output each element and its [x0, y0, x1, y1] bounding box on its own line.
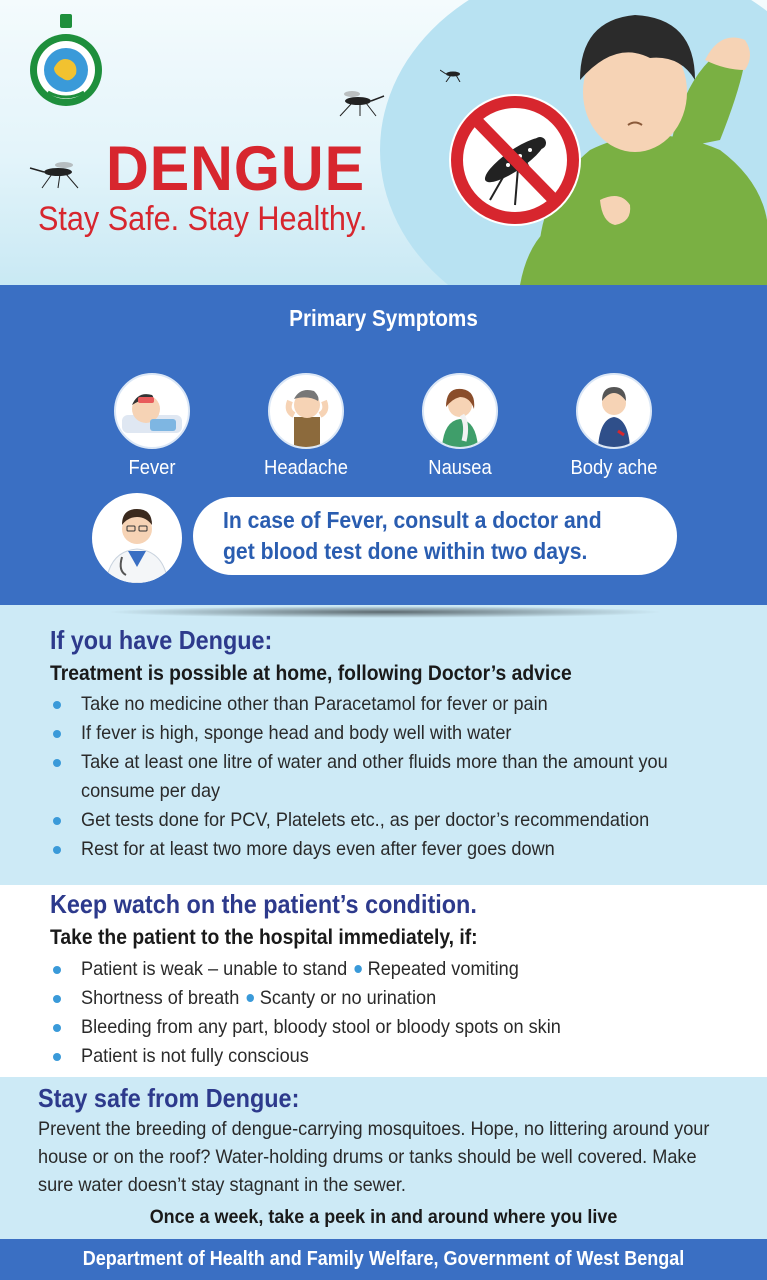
- bullet-icon: [53, 759, 61, 767]
- doctor-icon: [92, 493, 182, 583]
- mosquito-icon: [330, 88, 386, 118]
- stay-safe-section: [0, 1077, 767, 1239]
- symptom-label: Headache: [264, 457, 348, 479]
- symptom-body-ache: [539, 373, 689, 480]
- band-shadow: [105, 606, 665, 618]
- bullet-icon: [53, 817, 61, 825]
- bullet-icon: [355, 965, 362, 973]
- list-item: Take at least one litre of water and other fluids more than the amount you: [50, 748, 712, 777]
- list-item: Take no medicine other than Paracetamol for fever or pain: [50, 690, 712, 719]
- symptom-label: Nausea: [428, 457, 492, 479]
- advice-line: In case of Fever, consult a doctor and: [223, 507, 602, 533]
- list-item-continuation: consume per day: [81, 780, 221, 802]
- bullet-icon: [247, 994, 254, 1002]
- footer-band: [0, 1239, 767, 1280]
- symptom-nausea: [385, 373, 535, 480]
- symptom-fever: [77, 373, 227, 480]
- no-mosquito-person-illustration: [420, 0, 767, 285]
- section-subheading: Take the patient to the hospital immediately, if:: [50, 926, 478, 949]
- mosquito-icon: [28, 158, 88, 190]
- list-item: Shortness of breath Scanty or no urination: [50, 984, 597, 1013]
- prevention-paragraph: [38, 1115, 758, 1199]
- list-item: Bleeding from any part, bloody stool or bloody spots on skin: [50, 1013, 597, 1042]
- bullet-icon: [53, 730, 61, 738]
- page-subtitle: Stay Safe. Stay Healthy.: [38, 200, 368, 238]
- symptoms-band: [0, 285, 767, 605]
- list-item: Get tests done for PCV, Platelets etc., as per doctor’s recommendation: [50, 806, 712, 835]
- paragraph-line: sure water doesn’t stay stagnant in the sewer.: [38, 1174, 406, 1196]
- bullet-icon: [53, 846, 61, 854]
- warning-signs-list: [50, 955, 597, 1071]
- section-subheading: Treatment is possible at home, following Doctor’s advice: [50, 662, 572, 685]
- keep-watch-section: [0, 885, 767, 1077]
- symptom-headache: [231, 373, 381, 480]
- advice-line: get blood test done within two days.: [223, 538, 588, 564]
- symptoms-heading: Primary Symptoms: [289, 305, 478, 331]
- list-item: If fever is high, sponge head and body well with water: [50, 719, 712, 748]
- list-item: Patient is not fully conscious: [50, 1042, 597, 1071]
- list-item: Rest for at least two more days even after fever goes down: [50, 835, 712, 864]
- if-you-have-dengue-section: [0, 605, 767, 885]
- bullet-icon: [53, 701, 61, 709]
- headache-icon: [268, 373, 344, 449]
- header-banner: [0, 0, 767, 285]
- bullet-icon: [53, 995, 61, 1003]
- nausea-icon: [422, 373, 498, 449]
- symptom-label: Fever: [128, 457, 176, 479]
- bullet-icon: [53, 1053, 61, 1061]
- section-heading: Keep watch on the patient’s condition.: [50, 889, 477, 919]
- fever-icon: [114, 373, 190, 449]
- weekly-check-tagline: Once a week, take a peek in and around where you live: [149, 1206, 618, 1228]
- treatment-list: [50, 690, 712, 864]
- bullet-icon: [53, 1024, 61, 1032]
- section-heading: If you have Dengue:: [50, 625, 273, 655]
- symptom-label: Body ache: [570, 457, 658, 479]
- paragraph-line: Prevent the breeding of dengue-carrying mosquitoes. Hope, no littering around your: [38, 1118, 710, 1140]
- page-title: DENGUE: [106, 134, 366, 204]
- fever-advice-callout: [193, 497, 677, 575]
- west-bengal-emblem-icon: [20, 12, 112, 110]
- list-item: Patient is weak – unable to stand Repeated vomiting: [50, 955, 597, 984]
- body-ache-icon: [576, 373, 652, 449]
- bullet-icon: [53, 966, 61, 974]
- paragraph-line: house or on the roof? Water-holding drums or tanks should be well covered. Make: [38, 1146, 697, 1168]
- section-heading: Stay safe from Dengue:: [38, 1083, 300, 1113]
- department-credit: Department of Health and Family Welfare, Government of West Bengal: [82, 1248, 685, 1270]
